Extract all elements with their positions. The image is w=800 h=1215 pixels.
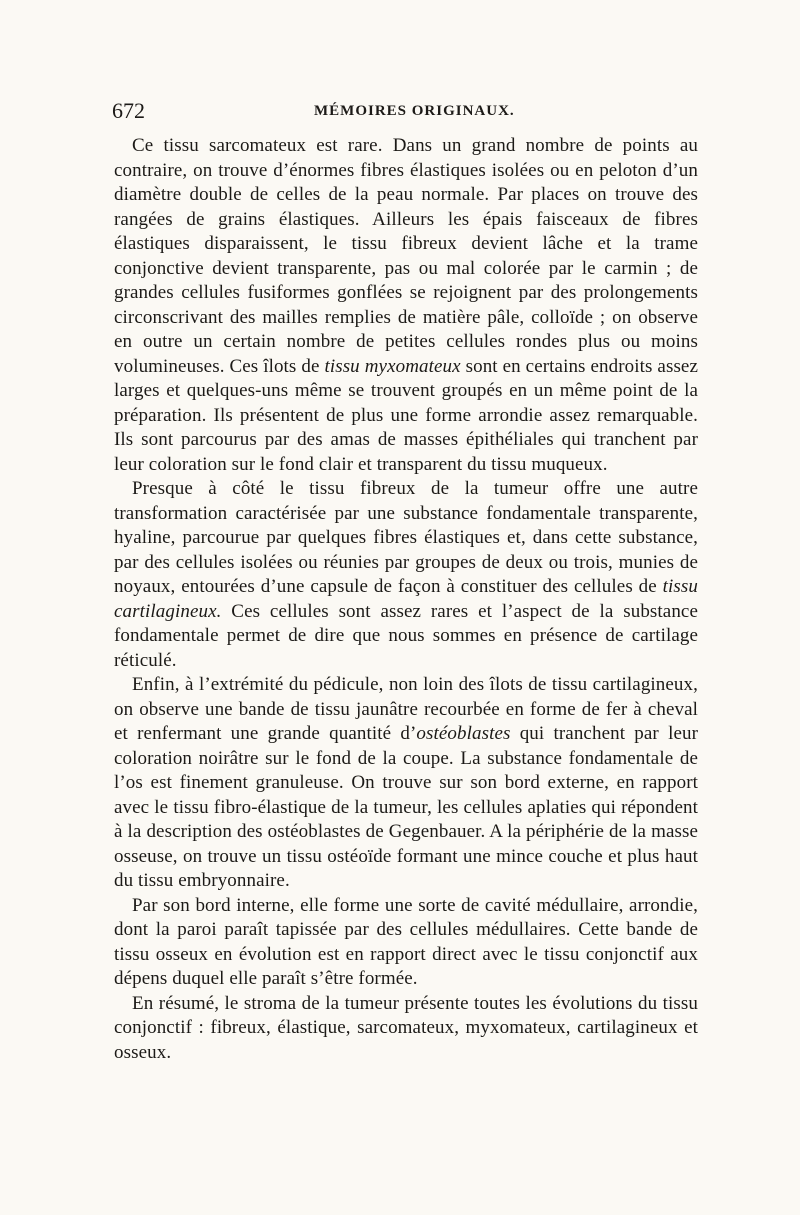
text-segment: Enfin, à l’extrémité du pédicule, non loin des îlots de tissu cartilagineux, on observe une bande de tissu jaunâtre recourbée en forme de fer à cheval et renfermant une grande quantité d’ (114, 674, 698, 744)
paragraph-2 (114, 477, 698, 673)
text-segment: qui tranchent par leur coloration noirâtre sur le fond de la coupe. La substance fondamentale de l’os est finement granuleuse. On trouve sur son bord externe, en rapport avec le tissu fibro-élastique de la tumeur, les cellules aplaties qui répondent à la description des ostéoblastes de Gegenbauer. A la périphérie de la masse osseuse, on trouve un tissu ostéoïde formant une mince couche et plus haut du tissu embryonnaire. (114, 723, 699, 891)
text-segment: Ce tissu sarcomateux est rare. Dans un grand nombre de points au contraire, on trouve d’énormes fibres élastiques isolées ou en peloton d’un diamètre double de celles de la peau normale. Par places on trouve des rangées de grains élastiques. Ailleurs les épais faisceaux de fibres élastiques disparaissent, le tissu fibreux devient lâche et la trame conjonctive devient transparente, pas ou mal colorée par le carmin ; de grandes cellules fusiformes gonflées se rejoignent par des prolongements circonscrivant des mailles remplies de matière pâle, colloïde ; on observe en outre un certain nombre de petites cellules rondes plus ou moins volumineuses. Ces îlots de (114, 135, 698, 377)
page-header (112, 98, 700, 126)
paragraph-4 (114, 894, 698, 992)
text-segment: Presque à côté le tissu fibreux de la tumeur offre une autre transformation caractérisée par une substance fondamentale transparente, hyaline, parcourue par quelques fibres élastiques et, dans cette substance, par des cellules isolées ou réunies par groupes de deux ou trois, munies de noyaux, entourées d’une capsule de façon à constituer des cellules de (114, 478, 698, 597)
text-segment: Ces cellules sont assez rares et l’aspect de la substance fondamentale permet de dire que nous sommes en présence de cartilage réticulé. (114, 600, 698, 671)
text-segment: Par son bord interne, elle forme une sorte de cavité médullaire, arrondie, dont la paroi paraît tapissée par des cellules médullaires. Cette bande de tissu osseux en évolution est en rapport direct avec le tissu conjonctif aux dépens duquel elle paraît s’être formée. (114, 894, 698, 989)
text-segment: En résumé, le stroma de la tumeur présente toutes les évolutions du tissu conjonctif : fibreux, élastique, sarcomateux, myxomateux, cartilagineux et osseux. (114, 992, 698, 1063)
page-number: 672 (112, 98, 145, 123)
paragraph-1 (114, 134, 698, 477)
italic-term-osteoblastes: ostéoblastes (416, 723, 511, 744)
italic-term-tissu-cartilagineux: tissu cartilagineux. (114, 576, 698, 622)
paragraph-5 (114, 992, 698, 1066)
italic-term-tissu-myxomateux: tissu myxomateux (324, 355, 461, 377)
running-title: MÉMOIRES ORIGINAUX. (314, 103, 515, 119)
body-text (114, 134, 698, 1065)
text-segment: sont en certains endroits assez larges et quelques-uns même se trouvent groupés en un même point de la préparation. Ils présentent de plus une forme arrondie assez remarquable. Ils sont parcourus par des amas de masses épithéliales qui tranchent par leur coloration sur le fond clair et transparent du tissu muqueux. (114, 355, 699, 475)
paragraph-3 (114, 673, 698, 894)
